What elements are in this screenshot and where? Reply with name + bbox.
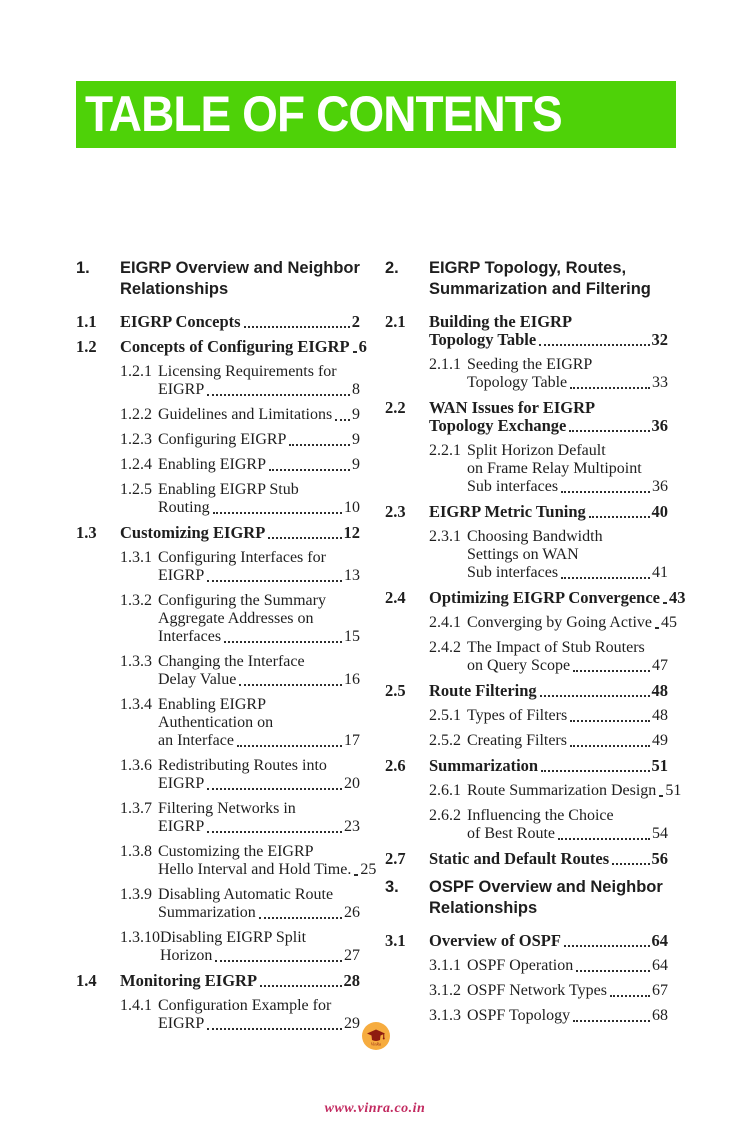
publisher-logo (362, 1022, 390, 1050)
toc-entry (385, 528, 668, 582)
dot-leader (244, 326, 350, 328)
toc-entry-text: EIGRP Topology, Routes, (429, 259, 627, 277)
toc-entry-text: OSPF Topology (467, 1007, 571, 1024)
dot-leader (540, 695, 650, 697)
page-number: 12 (343, 523, 360, 542)
toc-entry-text: Redistributing Routes into (158, 757, 327, 774)
toc-entry-title (158, 696, 360, 750)
dot-leader (570, 745, 650, 747)
toc-entry-text: Routing (158, 499, 210, 516)
page-number: 16 (344, 671, 360, 688)
toc-entry-text: Customizing EIGRP (120, 523, 266, 542)
toc-entry-title (429, 588, 686, 607)
toc-entry-number: 1.4.1 (120, 997, 152, 1014)
toc-entry-text: EIGRP (158, 381, 205, 398)
page-number: 32 (651, 330, 668, 349)
toc-entry-number: 1.4 (76, 971, 97, 990)
dot-leader (207, 1028, 342, 1030)
toc-entry (385, 932, 668, 950)
toc-entry-text: Creating Filters (467, 732, 567, 749)
dot-leader (541, 770, 649, 772)
toc-entry-text: Converging by Going Active (467, 614, 653, 631)
toc-entry-text: an Interface (158, 732, 234, 749)
toc-entry-number: 2.4.2 (429, 639, 461, 656)
page-number: 27 (344, 947, 360, 964)
toc-entry (76, 757, 360, 793)
toc-entry-text: Topology Table (429, 330, 537, 349)
toc-entry-text: EIGRP Metric Tuning (429, 502, 586, 521)
toc-entry (76, 337, 367, 356)
toc-entry-number: 1.2.1 (120, 363, 152, 380)
toc-entry (76, 843, 377, 879)
page-number: 68 (652, 1007, 668, 1024)
toc-entry-number: 1.2.2 (120, 406, 152, 423)
page-number: 17 (344, 732, 360, 749)
dot-leader (207, 831, 342, 833)
dot-leader (589, 516, 650, 518)
toc-entry-number: 2.1.1 (429, 356, 461, 373)
toc-entry-title (158, 431, 360, 449)
toc-entry-text: Filtering Networks in (158, 800, 296, 817)
dot-leader (213, 512, 342, 514)
toc-entry-text: Overview of OSPF (429, 931, 561, 950)
toc-entry (385, 639, 668, 675)
toc-entry-title (120, 337, 367, 356)
toc-entry-title (467, 732, 668, 750)
toc-entry (385, 707, 668, 725)
toc-entry (385, 807, 668, 843)
toc-entry-title (158, 997, 360, 1033)
toc-entry-text: Influencing the Choice (467, 807, 614, 824)
dot-leader (576, 970, 650, 972)
toc-entry-text: Configuring Interfaces for (158, 549, 326, 566)
toc-entry (385, 732, 668, 750)
toc-entry-number: 1.2.5 (120, 481, 152, 498)
toc-entry-title (158, 406, 360, 424)
toc-entry-text: Customizing the EIGRP (158, 843, 314, 860)
toc-entry (385, 877, 668, 919)
toc-entry-number: 3.1.3 (429, 1007, 461, 1024)
toc-entry-title (158, 456, 360, 474)
toc-entry-title (429, 682, 668, 700)
toc-entry-text: Interfaces (158, 628, 222, 645)
page-number: 29 (344, 1015, 360, 1032)
page-number: 6 (358, 337, 367, 356)
toc-entry (76, 406, 360, 424)
toc-entry-title (429, 757, 668, 775)
toc-entry-title (429, 503, 668, 521)
dot-leader (207, 394, 350, 396)
page-number: 9 (352, 456, 360, 473)
toc-entry-title (158, 363, 360, 399)
toc-entry-text: of Best Route (467, 825, 555, 842)
toc-entry (76, 524, 360, 542)
toc-entry-title (429, 877, 668, 919)
toc-entry-text: Topology Table (467, 374, 568, 391)
toc-entry (76, 696, 360, 750)
dot-leader (215, 960, 342, 962)
toc-entry-title (120, 524, 360, 542)
toc-entry-title (158, 481, 360, 517)
toc-entry-number: 2. (385, 259, 399, 277)
toc-entry-text: EIGRP (158, 775, 205, 792)
toc-entry-number: 3.1 (385, 931, 406, 950)
toc-entry (385, 503, 668, 521)
toc-entry-title (467, 442, 668, 496)
page-number: 43 (668, 588, 686, 607)
toc-entry-text: Authentication on (158, 714, 274, 731)
dot-leader (573, 670, 650, 672)
toc-entry-text: Horizon (160, 947, 213, 964)
page-number: 40 (651, 502, 668, 521)
svg-text:VinRa: VinRa (370, 1041, 382, 1047)
toc-entry-text: Changing the Interface (158, 653, 305, 670)
toc-entry-title (158, 549, 360, 585)
toc-entry-title (158, 800, 360, 836)
page-number: 48 (652, 707, 668, 724)
toc-entry-text: Route Filtering (429, 681, 537, 700)
dot-leader (612, 863, 649, 865)
toc-entry-text: EIGRP Overview and Neighbor (120, 259, 360, 277)
toc-entry-text: Static and Default Routes (429, 849, 610, 868)
toc-entry (76, 886, 360, 922)
page-number: 2 (351, 312, 360, 331)
toc-entry-text: Configuring the Summary (158, 592, 326, 609)
toc-entry-text: Settings on WAN (467, 546, 579, 563)
page-number: 41 (652, 564, 668, 581)
toc-entry (76, 592, 360, 646)
toc-entry-title (158, 653, 360, 689)
page-number: 20 (344, 775, 360, 792)
toc-entry-number: 2.6.1 (429, 782, 461, 799)
toc-entry-number: 2.6.2 (429, 807, 461, 824)
toc-entry (385, 356, 668, 392)
toc-entry-text: Summarization (158, 904, 256, 921)
page-number: 45 (661, 614, 678, 631)
toc-entry-text: Delay Value (158, 671, 237, 688)
toc-entry-text: OSPF Operation (467, 957, 574, 974)
toc-entry-number: 3. (385, 878, 399, 896)
dot-leader (570, 720, 650, 722)
toc-entry-number: 1.3.10 (120, 929, 160, 946)
toc-entry-title (120, 972, 360, 990)
page-number: 36 (652, 478, 668, 495)
toc-entry-text: Disabling EIGRP Split (160, 929, 307, 946)
page-title: TABLE OF CONTENTS (85, 86, 562, 142)
toc-entry-number: 3.1.2 (429, 982, 461, 999)
dot-leader (207, 580, 342, 582)
page-number: 48 (651, 681, 668, 700)
toc-entry (76, 481, 360, 517)
dot-leader (335, 419, 350, 421)
toc-entry-number: 2.6 (385, 756, 406, 775)
dot-leader (239, 684, 342, 686)
toc-entry-title (467, 707, 668, 725)
toc-entry-number: 1.3.8 (120, 843, 152, 860)
toc-entry-text: on Frame Relay Multipoint (467, 460, 642, 477)
toc-entry-text: Seeding the EIGRP (467, 356, 593, 373)
toc-entry-text: on Query Scope (467, 657, 571, 674)
page-number: 15 (344, 628, 360, 645)
toc-entry (385, 982, 668, 1000)
page-title-banner (76, 81, 676, 148)
page-number: 9 (352, 431, 360, 448)
toc-entry-number: 1.3.1 (120, 549, 152, 566)
toc-column-left (76, 258, 377, 1040)
toc-entry-title (467, 528, 668, 582)
dot-leader (224, 641, 342, 643)
toc-entry-title (158, 886, 360, 922)
toc-entry (385, 313, 668, 349)
toc-entry-title (467, 957, 668, 975)
graduation-cap-icon (362, 1022, 390, 1050)
toc-entry-number: 1.3.9 (120, 886, 152, 903)
page-number: 9 (352, 406, 360, 423)
toc-entry-title (120, 258, 360, 300)
toc-entry-text: Types of Filters (467, 707, 568, 724)
toc-entry-title (158, 757, 360, 793)
dot-leader (610, 995, 650, 997)
page-number: 23 (344, 818, 360, 835)
toc-entry (76, 653, 360, 689)
toc-entry-number: 2.4 (385, 588, 406, 607)
toc-entry-text: Hello Interval and Hold Time. (158, 861, 352, 878)
toc-entry-text: Summarization (429, 756, 539, 775)
toc-entry-number: 2.5.1 (429, 707, 461, 724)
dot-leader (561, 577, 650, 579)
toc-entry-title (160, 929, 360, 965)
dot-leader (354, 874, 358, 876)
toc-entry-text: EIGRP (158, 1015, 205, 1032)
toc-entry-number: 1.3.4 (120, 696, 152, 713)
page-number: 51 (651, 756, 668, 775)
dot-leader (260, 985, 341, 987)
page-number: 33 (652, 374, 668, 391)
page-number: 47 (652, 657, 668, 674)
page-number: 67 (652, 982, 668, 999)
toc-entry-text: Enabling EIGRP (158, 696, 266, 713)
toc-entry (385, 399, 668, 435)
toc-entry-text: EIGRP (158, 818, 205, 835)
toc-entry-text: Building the EIGRP (429, 312, 573, 331)
toc-entry (385, 258, 668, 300)
toc-entry-text: Split Horizon Default (467, 442, 606, 459)
toc-entry-title (158, 592, 360, 646)
toc-column-right (385, 258, 686, 1040)
toc-entry (76, 313, 360, 331)
toc-entry (385, 850, 668, 868)
toc-entry-text: Concepts of Configuring EIGRP (120, 337, 350, 356)
page-number: 13 (344, 567, 360, 584)
toc-entry-text: Sub interfaces (467, 564, 559, 581)
toc-entry-text: WAN Issues for EIGRP (429, 398, 596, 417)
toc-entry-number: 1.3 (76, 523, 97, 542)
toc-entry (385, 614, 678, 632)
dot-leader (539, 344, 649, 346)
dot-leader (570, 387, 650, 389)
toc-entry-number: 2.2.1 (429, 442, 461, 459)
toc-entry-text: Disabling Automatic Route (158, 886, 334, 903)
page-number: 56 (651, 849, 668, 868)
page-number: 28 (343, 971, 360, 990)
toc-entry-text: Relationships (429, 899, 538, 917)
dot-leader (655, 627, 659, 629)
page-number: 10 (344, 499, 360, 516)
toc-entry-title (158, 843, 377, 879)
toc-entry-number: 2.5.2 (429, 732, 461, 749)
toc-entry-title (429, 850, 668, 868)
toc-entry (76, 549, 360, 585)
toc-entry-text: Configuration Example for (158, 997, 332, 1014)
toc-entry (76, 431, 360, 449)
toc-entry (385, 957, 668, 975)
toc-entry-title (120, 313, 360, 331)
toc-entry-title (467, 807, 668, 843)
toc-entry-title (429, 932, 668, 950)
page-number: 49 (652, 732, 668, 749)
page-number: 25 (360, 861, 377, 878)
toc-entry-title (429, 258, 668, 300)
toc-entry-number: 1.2 (76, 337, 97, 356)
page-number: 64 (651, 931, 668, 950)
toc-entry (385, 682, 668, 700)
toc-entry-number: 2.2 (385, 398, 406, 417)
toc-entry-number: 2.1 (385, 312, 406, 331)
toc-entry-title (467, 614, 678, 632)
toc-entry (385, 588, 686, 607)
toc-entry-title (429, 313, 668, 349)
toc-entry-number: 1.2.4 (120, 456, 152, 473)
toc-entry-text: Enabling EIGRP (158, 456, 266, 473)
toc-entry-title (467, 639, 668, 675)
toc-entry-number: 1.2.3 (120, 431, 152, 448)
dot-leader (663, 602, 667, 604)
toc-entry-text: Relationships (120, 280, 229, 298)
toc-entry-number: 2.7 (385, 849, 406, 868)
dot-leader (289, 444, 350, 446)
toc-entry-number: 3.1.1 (429, 957, 461, 974)
toc-entry (76, 363, 360, 399)
dot-leader (237, 745, 342, 747)
toc-entry-text: Enabling EIGRP Stub (158, 481, 299, 498)
toc-entry-title (467, 982, 668, 1000)
toc-entry-text: Configuring EIGRP (158, 431, 287, 448)
toc-entry (76, 997, 360, 1033)
toc-entry-number: 2.5 (385, 681, 406, 700)
page-number: 51 (665, 782, 682, 799)
toc-entry-title (429, 399, 668, 435)
toc-entry-text: Optimizing EIGRP Convergence (429, 588, 660, 607)
toc-entry (76, 456, 360, 474)
toc-entry (76, 800, 360, 836)
toc-entry-title (467, 356, 668, 392)
toc-entry-text: Licensing Requirements for (158, 363, 337, 380)
toc-entry-text: Aggregate Addresses on (158, 610, 314, 627)
page-number: 36 (651, 416, 668, 435)
website-url: www.vinra.co.in (324, 1101, 426, 1116)
dot-leader (569, 430, 649, 432)
toc-entry-number: 1.3.3 (120, 653, 152, 670)
toc-entry-text: Summarization and Filtering (429, 280, 651, 298)
toc-entry-number: 1.3.7 (120, 800, 152, 817)
toc-columns (76, 258, 686, 1040)
toc-entry (76, 972, 360, 990)
toc-entry-text: Guidelines and Limitations (158, 406, 333, 423)
toc-entry-number: 1.1 (76, 312, 97, 331)
toc-entry-text: Monitoring EIGRP (120, 971, 258, 990)
toc-entry-text: Choosing Bandwidth (467, 528, 603, 545)
dot-leader (207, 788, 342, 790)
dot-leader (268, 537, 341, 539)
toc-entry-title (467, 1007, 668, 1025)
dot-leader (259, 917, 342, 919)
toc-entry-number: 1. (76, 259, 90, 277)
dot-leader (659, 795, 663, 797)
page-number: 26 (344, 904, 360, 921)
toc-entry-text: EIGRP (158, 567, 205, 584)
page-number: 64 (652, 957, 668, 974)
toc-entry (385, 757, 668, 775)
toc-entry-text: OSPF Network Types (467, 982, 607, 999)
dot-leader (558, 838, 650, 840)
dot-leader (564, 945, 650, 947)
toc-entry (385, 782, 682, 800)
toc-entry-text: OSPF Overview and Neighbor (429, 878, 663, 896)
toc-entry-number: 2.3.1 (429, 528, 461, 545)
toc-entry (385, 1007, 668, 1025)
toc-entry-title (467, 782, 682, 800)
page-number: 54 (652, 825, 668, 842)
toc-entry (385, 442, 668, 496)
toc-entry-text: EIGRP Concepts (120, 312, 241, 331)
toc-entry-text: Route Summarization Design (467, 782, 657, 799)
toc-entry (76, 929, 360, 965)
page-number: 8 (352, 381, 360, 398)
toc-entry-text: The Impact of Stub Routers (467, 639, 645, 656)
toc-entry-number: 2.4.1 (429, 614, 461, 631)
toc-entry-number: 1.3.6 (120, 757, 152, 774)
toc-entry (76, 258, 360, 300)
dot-leader (573, 1020, 650, 1022)
dot-leader (269, 469, 350, 471)
dot-leader (353, 351, 357, 353)
toc-entry-number: 1.3.2 (120, 592, 152, 609)
toc-entry-number: 2.3 (385, 502, 406, 521)
toc-entry-text: Sub interfaces (467, 478, 559, 495)
dot-leader (561, 491, 650, 493)
toc-entry-text: Topology Exchange (429, 416, 567, 435)
